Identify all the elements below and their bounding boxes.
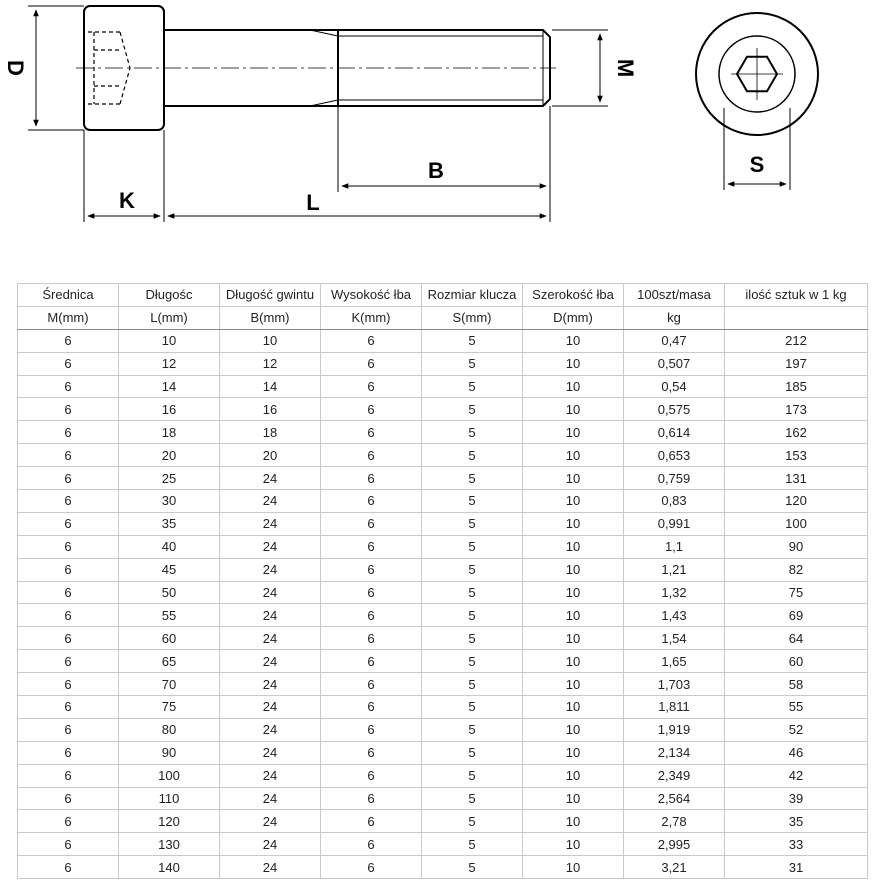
cell-col-srednica: 6 [18, 581, 119, 604]
cell-col-dlugosc: 120 [119, 810, 220, 833]
label-d: D [3, 60, 29, 76]
cell-col-dlugosc: 55 [119, 604, 220, 627]
cell-col-szerokosc-lba: 10 [523, 398, 624, 421]
cell-col-rozmiar-klucza: 5 [422, 833, 523, 856]
cell-col-dlugosc: 100 [119, 764, 220, 787]
cell-col-srednica: 6 [18, 787, 119, 810]
cell-col-dlugosc: 35 [119, 512, 220, 535]
cell-col-srednica: 6 [18, 696, 119, 719]
table-row [18, 810, 868, 833]
table-row [18, 421, 868, 444]
cell-col-srednica: 6 [18, 490, 119, 513]
cell-col-wysokosc-lba: Wysokość łba [321, 284, 422, 307]
cell-col-rozmiar-klucza: S(mm) [422, 306, 523, 329]
cell-col-srednica: 6 [18, 512, 119, 535]
cell-col-ilosc-w-kg: 31 [725, 856, 868, 879]
cell-col-ilosc-w-kg: 33 [725, 833, 868, 856]
label-k: K [119, 188, 135, 213]
cell-col-rozmiar-klucza: 5 [422, 673, 523, 696]
cell-col-szerokosc-lba: 10 [523, 490, 624, 513]
cell-col-wysokosc-lba: 6 [321, 696, 422, 719]
cell-col-ilosc-w-kg [725, 306, 868, 329]
cell-col-wysokosc-lba: 6 [321, 558, 422, 581]
cell-col-dlugosc: L(mm) [119, 306, 220, 329]
table-header-row [18, 284, 868, 307]
cell-col-dlugosc: 80 [119, 718, 220, 741]
cell-col-rozmiar-klucza: 5 [422, 535, 523, 558]
cell-col-srednica: 6 [18, 604, 119, 627]
cell-col-srednica: 6 [18, 856, 119, 879]
cell-col-dlugosc-gwintu: 24 [220, 718, 321, 741]
cell-col-dlugosc: 10 [119, 329, 220, 352]
cell-col-szerokosc-lba: 10 [523, 787, 624, 810]
bolt-spec-table [17, 283, 868, 879]
cell-col-rozmiar-klucza: 5 [422, 512, 523, 535]
cell-col-dlugosc-gwintu: 24 [220, 535, 321, 558]
cell-col-srednica: 6 [18, 421, 119, 444]
cell-col-ilosc-w-kg: 52 [725, 718, 868, 741]
cell-col-wysokosc-lba: 6 [321, 627, 422, 650]
cell-col-dlugosc-gwintu: 24 [220, 512, 321, 535]
cell-col-wysokosc-lba: 6 [321, 604, 422, 627]
cell-col-dlugosc: 12 [119, 352, 220, 375]
table-row [18, 856, 868, 879]
cell-col-dlugosc: 45 [119, 558, 220, 581]
cell-col-rozmiar-klucza: 5 [422, 421, 523, 444]
cell-col-szerokosc-lba: 10 [523, 421, 624, 444]
cell-col-dlugosc-gwintu: 24 [220, 741, 321, 764]
cell-col-szerokosc-lba: 10 [523, 604, 624, 627]
table-row [18, 558, 868, 581]
cell-col-rozmiar-klucza: 5 [422, 627, 523, 650]
table-row [18, 718, 868, 741]
table-unit-row [18, 306, 868, 329]
table-row [18, 490, 868, 513]
cell-col-dlugosc-gwintu: 24 [220, 627, 321, 650]
cell-col-wysokosc-lba: 6 [321, 421, 422, 444]
cell-col-masa: 0,507 [624, 352, 725, 375]
cell-col-wysokosc-lba: 6 [321, 398, 422, 421]
table-row [18, 581, 868, 604]
cell-col-wysokosc-lba: 6 [321, 833, 422, 856]
cell-col-srednica: 6 [18, 833, 119, 856]
cell-col-masa: 2,134 [624, 741, 725, 764]
cell-col-dlugosc-gwintu: 24 [220, 604, 321, 627]
cell-col-ilosc-w-kg: 100 [725, 512, 868, 535]
cell-col-masa: 0,47 [624, 329, 725, 352]
cell-col-wysokosc-lba: 6 [321, 535, 422, 558]
cell-col-masa: 0,54 [624, 375, 725, 398]
dimension-s [724, 108, 790, 190]
cell-col-rozmiar-klucza: 5 [422, 558, 523, 581]
table-row [18, 741, 868, 764]
cell-col-wysokosc-lba: 6 [321, 673, 422, 696]
cell-col-masa: 3,21 [624, 856, 725, 879]
cell-col-rozmiar-klucza: 5 [422, 375, 523, 398]
cell-col-szerokosc-lba: D(mm) [523, 306, 624, 329]
cell-col-szerokosc-lba: 10 [523, 627, 624, 650]
cell-col-szerokosc-lba: 10 [523, 741, 624, 764]
cell-col-srednica: 6 [18, 810, 119, 833]
cell-col-dlugosc-gwintu: 24 [220, 650, 321, 673]
head-end-view [696, 13, 818, 135]
cell-col-ilosc-w-kg: 197 [725, 352, 868, 375]
cell-col-ilosc-w-kg: 185 [725, 375, 868, 398]
cell-col-wysokosc-lba: 6 [321, 512, 422, 535]
cell-col-dlugosc: 25 [119, 467, 220, 490]
table-row [18, 535, 868, 558]
cell-col-masa: 1,811 [624, 696, 725, 719]
cell-col-szerokosc-lba: 10 [523, 650, 624, 673]
cell-col-masa: 100szt/masa [624, 284, 725, 307]
cell-col-rozmiar-klucza: 5 [422, 787, 523, 810]
cell-col-szerokosc-lba: 10 [523, 558, 624, 581]
cell-col-rozmiar-klucza: 5 [422, 490, 523, 513]
label-s: S [749, 152, 765, 177]
cell-col-masa: 1,703 [624, 673, 725, 696]
cell-col-dlugosc-gwintu: 14 [220, 375, 321, 398]
table-row [18, 512, 868, 535]
cell-col-dlugosc-gwintu: 24 [220, 856, 321, 879]
cell-col-dlugosc-gwintu: 16 [220, 398, 321, 421]
cell-col-srednica: M(mm) [18, 306, 119, 329]
cell-col-dlugosc-gwintu: 24 [220, 696, 321, 719]
bolt-technical-drawing [0, 0, 872, 250]
cell-col-ilosc-w-kg: 212 [725, 329, 868, 352]
table-row [18, 787, 868, 810]
cell-col-dlugosc-gwintu: 18 [220, 421, 321, 444]
cell-col-dlugosc-gwintu: 24 [220, 467, 321, 490]
cell-col-szerokosc-lba: 10 [523, 329, 624, 352]
cell-col-dlugosc-gwintu: 12 [220, 352, 321, 375]
cell-col-ilosc-w-kg: 58 [725, 673, 868, 696]
cell-col-srednica: 6 [18, 375, 119, 398]
cell-col-dlugosc-gwintu: 24 [220, 673, 321, 696]
cell-col-wysokosc-lba: 6 [321, 741, 422, 764]
cell-col-dlugosc-gwintu: 24 [220, 490, 321, 513]
cell-col-ilosc-w-kg: 82 [725, 558, 868, 581]
cell-col-szerokosc-lba: 10 [523, 512, 624, 535]
cell-col-masa: 1,21 [624, 558, 725, 581]
cell-col-dlugosc: 90 [119, 741, 220, 764]
cell-col-szerokosc-lba: 10 [523, 444, 624, 467]
cell-col-wysokosc-lba: 6 [321, 810, 422, 833]
cell-col-srednica: 6 [18, 741, 119, 764]
table-row [18, 650, 868, 673]
cell-col-masa: 2,564 [624, 787, 725, 810]
cell-col-masa: 1,919 [624, 718, 725, 741]
cell-col-dlugosc-gwintu: 24 [220, 787, 321, 810]
cell-col-dlugosc: 40 [119, 535, 220, 558]
cell-col-rozmiar-klucza: 5 [422, 696, 523, 719]
cell-col-dlugosc: 130 [119, 833, 220, 856]
cell-col-dlugosc-gwintu: 24 [220, 833, 321, 856]
cell-col-rozmiar-klucza: 5 [422, 741, 523, 764]
cell-col-wysokosc-lba: K(mm) [321, 306, 422, 329]
cell-col-dlugosc-gwintu: Długość gwintu [220, 284, 321, 307]
cell-col-wysokosc-lba: 6 [321, 787, 422, 810]
cell-col-szerokosc-lba: 10 [523, 535, 624, 558]
cell-col-wysokosc-lba: 6 [321, 444, 422, 467]
cell-col-ilosc-w-kg: 69 [725, 604, 868, 627]
cell-col-rozmiar-klucza: Rozmiar klucza [422, 284, 523, 307]
cell-col-ilosc-w-kg: 162 [725, 421, 868, 444]
cell-col-wysokosc-lba: 6 [321, 490, 422, 513]
cell-col-szerokosc-lba: 10 [523, 810, 624, 833]
cell-col-szerokosc-lba: 10 [523, 856, 624, 879]
cell-col-szerokosc-lba: 10 [523, 581, 624, 604]
cell-col-rozmiar-klucza: 5 [422, 856, 523, 879]
cell-col-dlugosc: 50 [119, 581, 220, 604]
cell-col-szerokosc-lba: 10 [523, 375, 624, 398]
cell-col-srednica: 6 [18, 718, 119, 741]
cell-col-dlugosc-gwintu: 24 [220, 581, 321, 604]
label-l: L [306, 190, 320, 215]
table-row [18, 673, 868, 696]
cell-col-srednica: 6 [18, 398, 119, 421]
cell-col-masa: 1,65 [624, 650, 725, 673]
cell-col-srednica: 6 [18, 467, 119, 490]
cell-col-szerokosc-lba: 10 [523, 467, 624, 490]
cell-col-rozmiar-klucza: 5 [422, 398, 523, 421]
table-row [18, 398, 868, 421]
cell-col-ilosc-w-kg: 60 [725, 650, 868, 673]
table-row [18, 604, 868, 627]
cell-col-rozmiar-klucza: 5 [422, 810, 523, 833]
cell-col-masa: 0,83 [624, 490, 725, 513]
cell-col-szerokosc-lba: 10 [523, 352, 624, 375]
cell-col-szerokosc-lba: 10 [523, 673, 624, 696]
cell-col-wysokosc-lba: 6 [321, 650, 422, 673]
cell-col-wysokosc-lba: 6 [321, 856, 422, 879]
cell-col-masa: 1,54 [624, 627, 725, 650]
cell-col-ilosc-w-kg: 55 [725, 696, 868, 719]
cell-col-masa: 1,43 [624, 604, 725, 627]
cell-col-dlugosc: 14 [119, 375, 220, 398]
cell-col-dlugosc-gwintu: 24 [220, 764, 321, 787]
cell-col-rozmiar-klucza: 5 [422, 581, 523, 604]
cell-col-ilosc-w-kg: 46 [725, 741, 868, 764]
table-row [18, 627, 868, 650]
cell-col-srednica: 6 [18, 673, 119, 696]
table-row [18, 696, 868, 719]
table-row [18, 833, 868, 856]
table-row [18, 764, 868, 787]
cell-col-rozmiar-klucza: 5 [422, 467, 523, 490]
cell-col-srednica: 6 [18, 329, 119, 352]
label-m: M [613, 58, 639, 78]
cell-col-ilosc-w-kg: 64 [725, 627, 868, 650]
cell-col-wysokosc-lba: 6 [321, 329, 422, 352]
cell-col-masa: 1,32 [624, 581, 725, 604]
table-row [18, 467, 868, 490]
cell-col-rozmiar-klucza: 5 [422, 764, 523, 787]
cell-col-ilosc-w-kg: ilość sztuk w 1 kg [725, 284, 868, 307]
cell-col-ilosc-w-kg: 173 [725, 398, 868, 421]
dimension-d [28, 6, 84, 130]
cell-col-ilosc-w-kg: 39 [725, 787, 868, 810]
cell-col-wysokosc-lba: 6 [321, 581, 422, 604]
cell-col-rozmiar-klucza: 5 [422, 650, 523, 673]
cell-col-ilosc-w-kg: 120 [725, 490, 868, 513]
cell-col-masa: 0,575 [624, 398, 725, 421]
table-row [18, 375, 868, 398]
cell-col-dlugosc: 75 [119, 696, 220, 719]
cell-col-masa: 0,653 [624, 444, 725, 467]
cell-col-szerokosc-lba: 10 [523, 833, 624, 856]
table-row [18, 444, 868, 467]
cell-col-szerokosc-lba: 10 [523, 696, 624, 719]
cell-col-szerokosc-lba: 10 [523, 764, 624, 787]
cell-col-masa: 2,995 [624, 833, 725, 856]
cell-col-masa: 0,991 [624, 512, 725, 535]
cell-col-srednica: Średnica [18, 284, 119, 307]
cell-col-dlugosc-gwintu: 24 [220, 810, 321, 833]
cell-col-rozmiar-klucza: 5 [422, 604, 523, 627]
cell-col-ilosc-w-kg: 90 [725, 535, 868, 558]
cell-col-dlugosc-gwintu: 10 [220, 329, 321, 352]
cell-col-dlugosc: 18 [119, 421, 220, 444]
cell-col-dlugosc: 16 [119, 398, 220, 421]
cell-col-masa: 1,1 [624, 535, 725, 558]
cell-col-dlugosc: 30 [119, 490, 220, 513]
cell-col-rozmiar-klucza: 5 [422, 352, 523, 375]
cell-col-wysokosc-lba: 6 [321, 352, 422, 375]
cell-col-szerokosc-lba: Szerokość łba [523, 284, 624, 307]
cell-col-szerokosc-lba: 10 [523, 718, 624, 741]
cell-col-srednica: 6 [18, 535, 119, 558]
cell-col-masa: kg [624, 306, 725, 329]
cell-col-ilosc-w-kg: 131 [725, 467, 868, 490]
cell-col-rozmiar-klucza: 5 [422, 329, 523, 352]
cell-col-dlugosc: Długośc [119, 284, 220, 307]
cell-col-wysokosc-lba: 6 [321, 375, 422, 398]
cell-col-dlugosc-gwintu: 20 [220, 444, 321, 467]
cell-col-srednica: 6 [18, 650, 119, 673]
cell-col-dlugosc-gwintu: 24 [220, 558, 321, 581]
cell-col-ilosc-w-kg: 35 [725, 810, 868, 833]
cell-col-srednica: 6 [18, 558, 119, 581]
cell-col-ilosc-w-kg: 42 [725, 764, 868, 787]
cell-col-ilosc-w-kg: 75 [725, 581, 868, 604]
cell-col-srednica: 6 [18, 444, 119, 467]
cell-col-dlugosc: 70 [119, 673, 220, 696]
cell-col-srednica: 6 [18, 764, 119, 787]
table-row [18, 352, 868, 375]
cell-col-masa: 0,614 [624, 421, 725, 444]
cell-col-masa: 2,78 [624, 810, 725, 833]
cell-col-srednica: 6 [18, 352, 119, 375]
cell-col-dlugosc: 20 [119, 444, 220, 467]
cell-col-dlugosc: 110 [119, 787, 220, 810]
cell-col-wysokosc-lba: 6 [321, 718, 422, 741]
cell-col-ilosc-w-kg: 153 [725, 444, 868, 467]
cell-col-srednica: 6 [18, 627, 119, 650]
cell-col-dlugosc: 65 [119, 650, 220, 673]
cell-col-wysokosc-lba: 6 [321, 764, 422, 787]
dimension-m [552, 30, 608, 106]
cell-col-dlugosc: 140 [119, 856, 220, 879]
cell-col-rozmiar-klucza: 5 [422, 718, 523, 741]
cell-col-dlugosc-gwintu: B(mm) [220, 306, 321, 329]
cell-col-rozmiar-klucza: 5 [422, 444, 523, 467]
cell-col-masa: 0,759 [624, 467, 725, 490]
label-b: B [428, 158, 444, 183]
cell-col-wysokosc-lba: 6 [321, 467, 422, 490]
table-row [18, 329, 868, 352]
cell-col-masa: 2,349 [624, 764, 725, 787]
cell-col-dlugosc: 60 [119, 627, 220, 650]
